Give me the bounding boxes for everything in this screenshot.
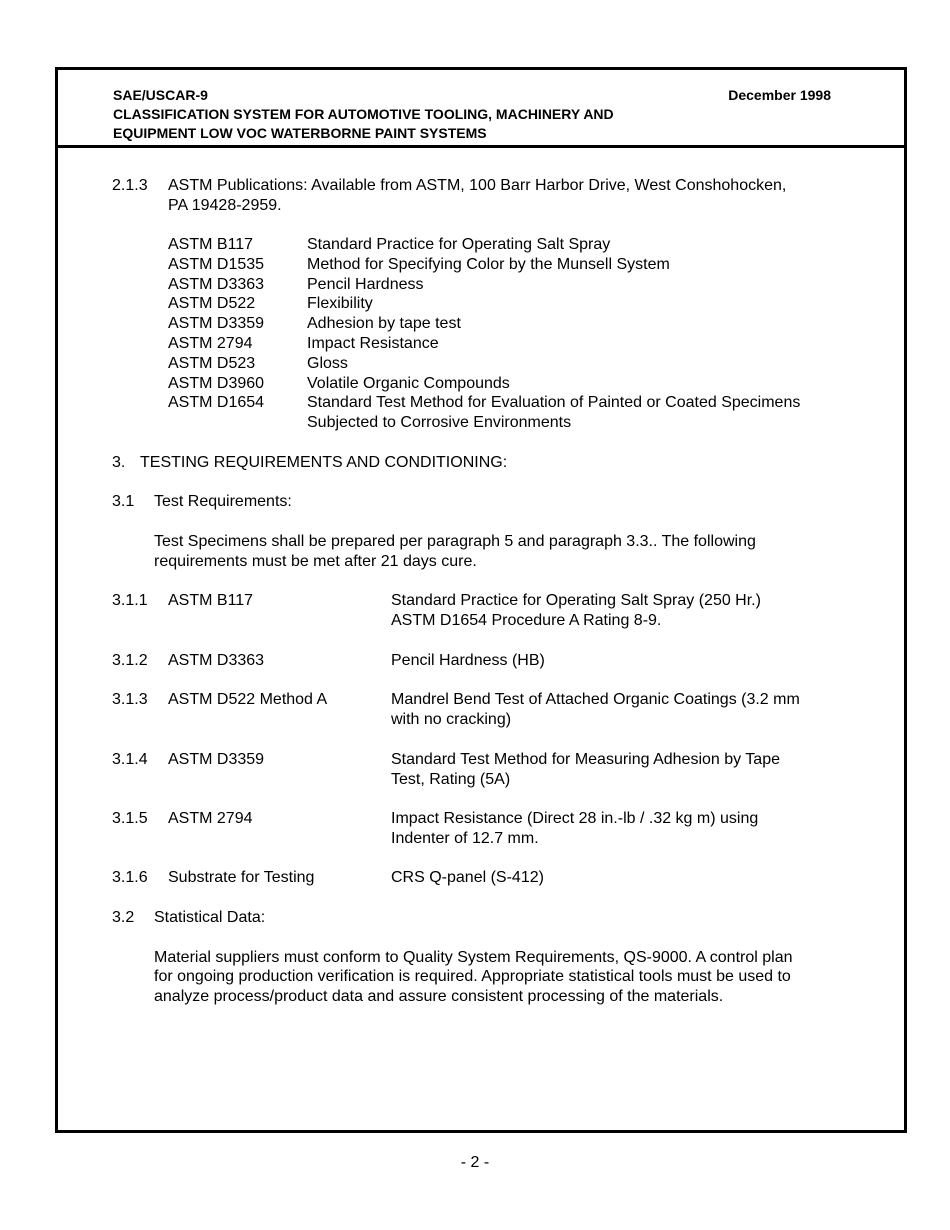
astm-code: ASTM 2794 — [168, 335, 253, 352]
astm-description: Impact Resistance — [307, 335, 439, 352]
section-heading: Statistical Data: — [154, 909, 266, 926]
astm-description-cont: Subjected to Corrosive Environments — [307, 414, 572, 431]
requirement-test: ASTM B117 — [168, 592, 254, 609]
requirement-test: ASTM D3363 — [168, 652, 265, 669]
paragraph-line: requirements must be met after 21 days cure. — [154, 553, 477, 570]
requirement-spec: Standard Test Method for Measuring Adhesion by Tape — [391, 751, 780, 768]
section-text-line: ASTM Publications: Available from ASTM, 100 Barr Harbor Drive, West Conshohocken, — [168, 177, 787, 194]
section-text-line: PA 19428-2959. — [168, 197, 282, 214]
paragraph-line: for ongoing production verification is required. Appropriate statistical tools must be used to — [154, 968, 791, 985]
requirement-spec: Indenter of 12.7 mm. — [391, 830, 539, 847]
astm-description: Standard Practice for Operating Salt Spray — [307, 236, 611, 253]
astm-description: Volatile Organic Compounds — [307, 375, 510, 392]
requirement-test: ASTM D3359 — [168, 751, 265, 768]
requirement-spec: CRS Q-panel (S-412) — [391, 869, 544, 886]
astm-code: ASTM D3363 — [168, 276, 265, 293]
astm-description: Flexibility — [307, 295, 373, 312]
paragraph-line: analyze process/product data and assure consistent processing of the materials. — [154, 988, 724, 1005]
astm-description: Method for Specifying Color by the Munsell System — [307, 256, 670, 273]
doc-id: SAE/USCAR-9 — [113, 87, 208, 103]
astm-code: ASTM D522 — [168, 295, 256, 312]
requirement-number: 3.1.6 — [112, 869, 148, 886]
requirement-spec: Test, Rating (5A) — [391, 771, 511, 788]
page-header — [58, 70, 904, 148]
requirement-spec: Impact Resistance (Direct 28 in.-lb / .32 kg m) using — [391, 810, 759, 827]
paragraph-line: Test Specimens shall be prepared per paragraph 5 and paragraph 3.3.. The following — [154, 533, 756, 550]
requirement-spec: Standard Practice for Operating Salt Spray (250 Hr.) — [391, 592, 761, 609]
requirement-number: 3.1.4 — [112, 751, 148, 768]
astm-description: Gloss — [307, 355, 348, 372]
doc-title-line2: EQUIPMENT LOW VOC WATERBORNE PAINT SYSTEMS — [113, 125, 487, 141]
section-number: 2.1.3 — [112, 177, 148, 194]
doc-title-line1: CLASSIFICATION SYSTEM FOR AUTOMOTIVE TOOLING, MACHINERY AND — [113, 106, 614, 122]
requirement-spec: Pencil Hardness (HB) — [391, 652, 545, 669]
requirement-number: 3.1.2 — [112, 652, 148, 669]
requirement-number: 3.1.3 — [112, 691, 148, 708]
astm-code: ASTM D523 — [168, 355, 256, 372]
astm-description: Pencil Hardness — [307, 276, 424, 293]
page-number: - 2 - — [460, 1154, 490, 1171]
section-number: 3.1 — [112, 493, 135, 510]
astm-code: ASTM B117 — [168, 236, 254, 253]
requirement-spec: with no cracking) — [391, 711, 512, 728]
astm-code: ASTM D3359 — [168, 315, 265, 332]
requirement-spec: Mandrel Bend Test of Attached Organic Coatings (3.2 mm — [391, 691, 800, 708]
astm-description: Adhesion by tape test — [307, 315, 461, 332]
requirement-test: ASTM 2794 — [168, 810, 253, 827]
astm-code: ASTM D1654 — [168, 394, 265, 411]
paragraph-line: Material suppliers must conform to Quality System Requirements, QS-9000. A control plan — [154, 949, 793, 966]
requirement-test: Substrate for Testing — [168, 869, 315, 886]
astm-description: Standard Test Method for Evaluation of Painted or Coated Specimens — [307, 394, 801, 411]
astm-code: ASTM D1535 — [168, 256, 265, 273]
section-heading: TESTING REQUIREMENTS AND CONDITIONING: — [140, 454, 508, 471]
doc-date: December 1998 — [728, 87, 831, 103]
requirement-number: 3.1.1 — [112, 592, 148, 609]
astm-code: ASTM D3960 — [168, 375, 265, 392]
requirement-spec: ASTM D1654 Procedure A Rating 8-9. — [391, 612, 662, 629]
section-number: 3. — [112, 454, 126, 471]
requirement-test: ASTM D522 Method A — [168, 691, 328, 708]
requirement-number: 3.1.5 — [112, 810, 148, 827]
section-heading: Test Requirements: — [154, 493, 292, 510]
section-number: 3.2 — [112, 909, 135, 926]
